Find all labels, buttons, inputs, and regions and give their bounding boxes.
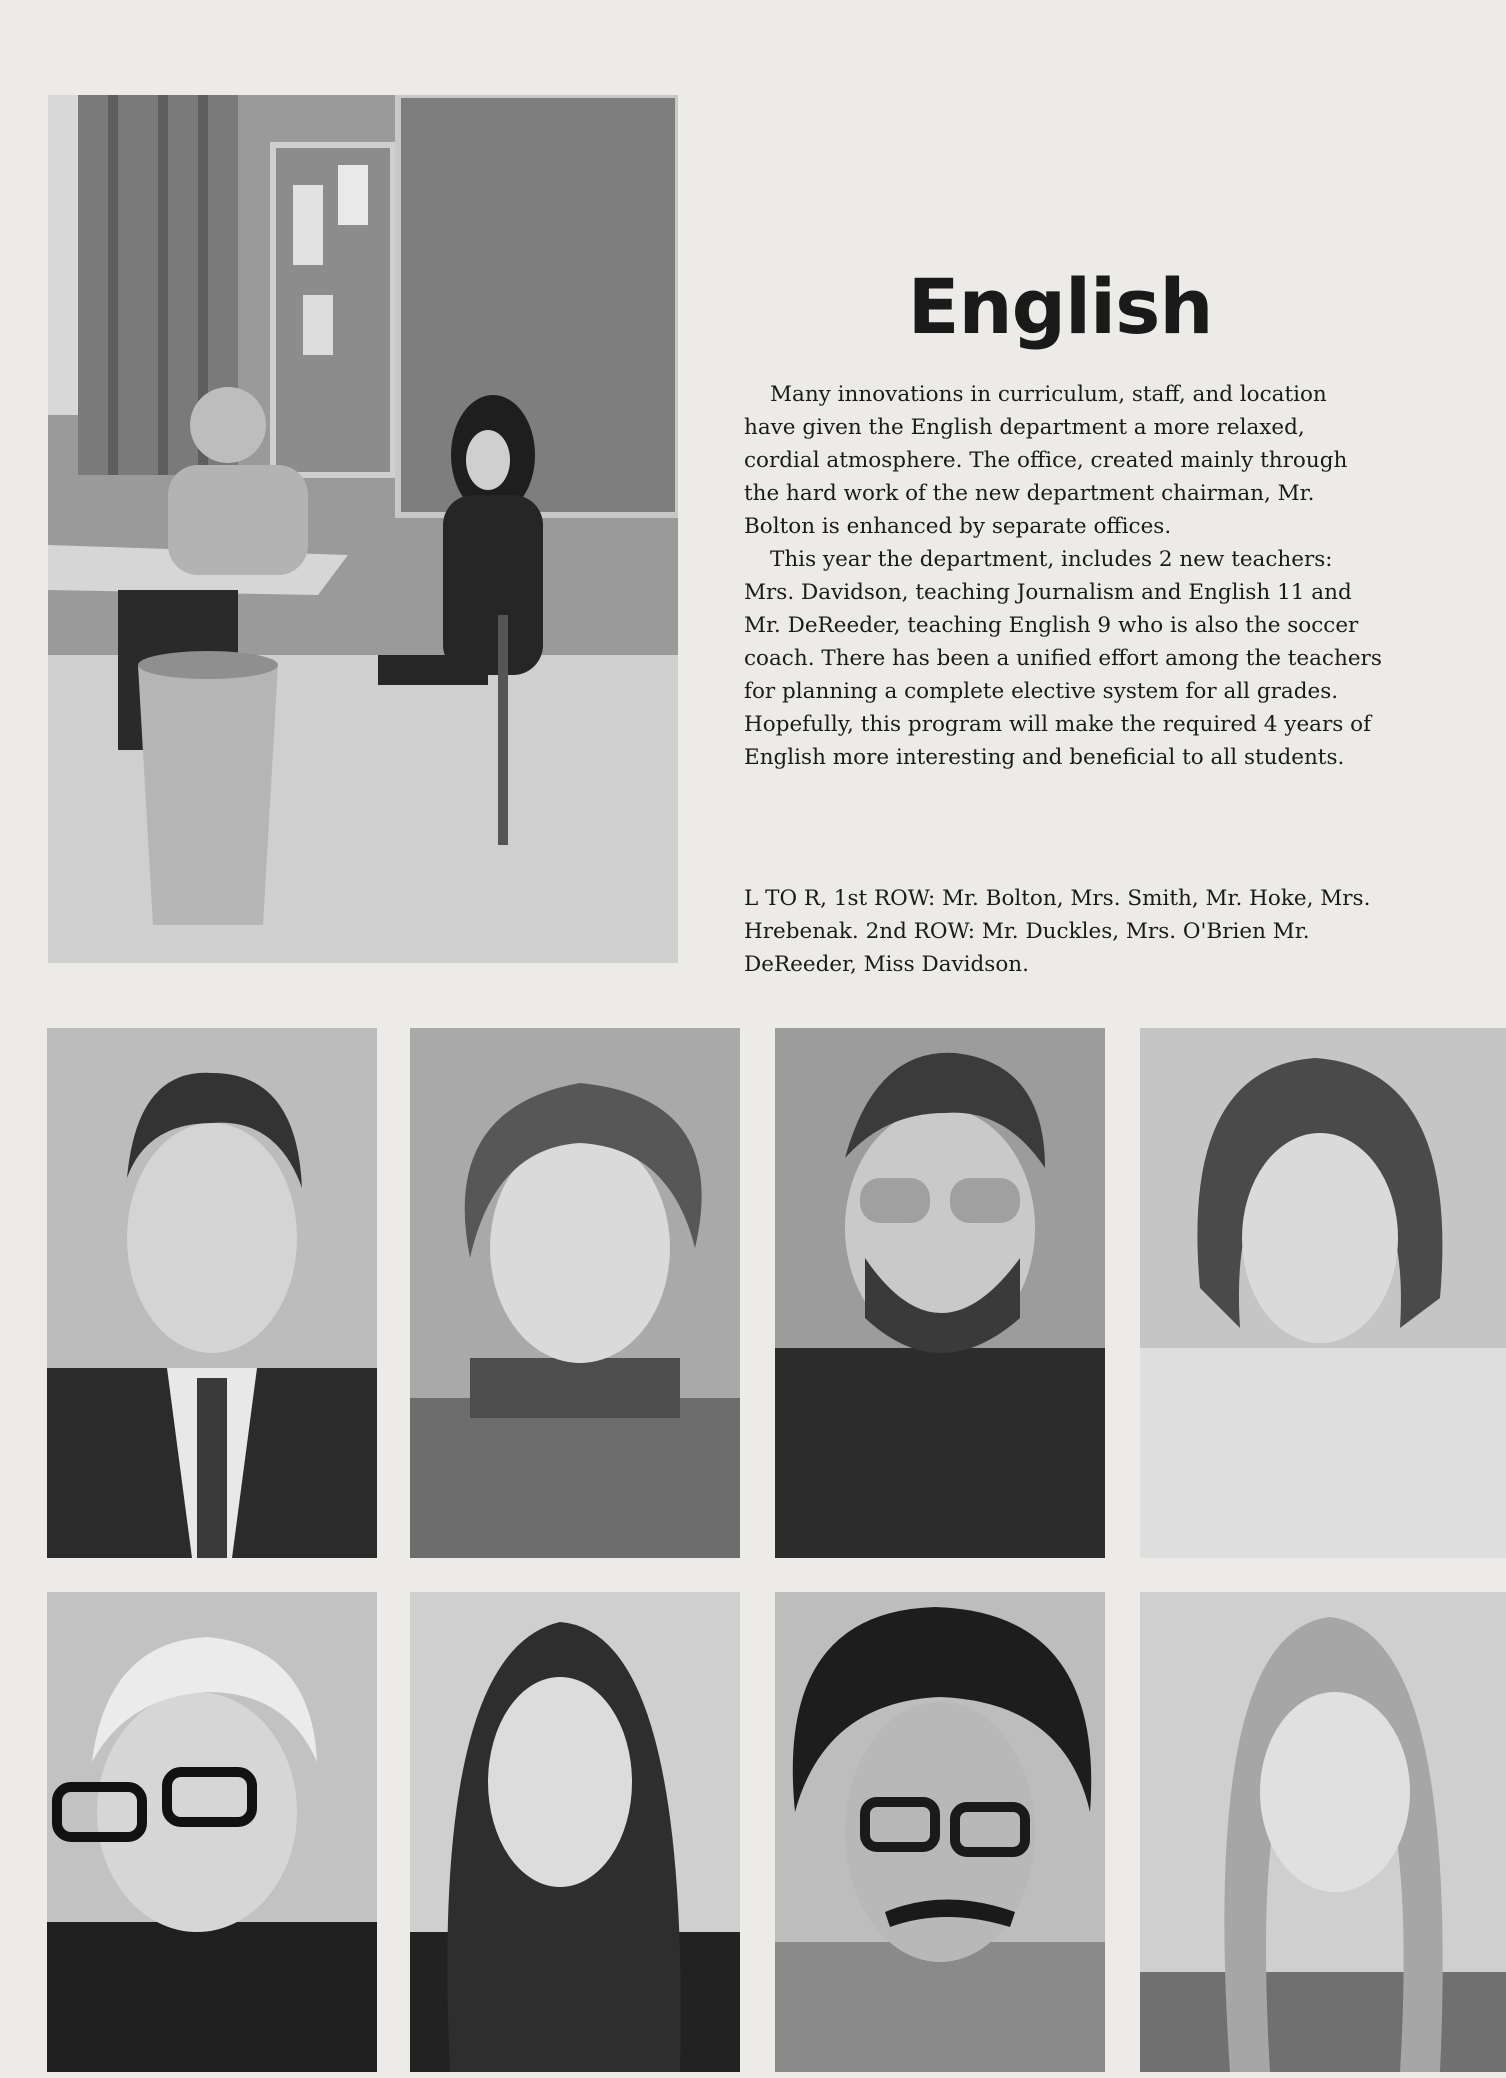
paragraph: This year the department, includes 2 new teachers: Mrs. Davidson, teaching Journalism and English 11 and Mr. DeReeder, teaching English 9 who is also the soccer coach. There has been a unified effort among the teachers for planning a complete elective system for all grades. Hopefully, this program will make the required 4 years of English more interesting and beneficial to all students.	[744, 547, 1382, 770]
portrait-photo	[47, 1592, 377, 2072]
portrait-photo	[775, 1028, 1105, 1558]
portrait-photo	[410, 1028, 740, 1558]
classroom-photo	[48, 95, 678, 963]
portrait-photo	[410, 1592, 740, 2072]
portrait-photo	[1140, 1028, 1506, 1558]
article-body	[744, 378, 1384, 774]
paragraph: Many innovations in curriculum, staff, and location have given the English department a more relaxed, cordial atmosphere. The office, created mainly through the hard work of the new department chairman, Mr. Bolton is enhanced by separate offices.	[744, 382, 1348, 539]
portrait-photo	[1140, 1592, 1506, 2072]
portrait-photo	[47, 1028, 377, 1558]
page-title: English	[907, 262, 1213, 351]
portrait-photo	[775, 1592, 1105, 2072]
photo-caption: L TO R, 1st ROW: Mr. Bolton, Mrs. Smith, Mr. Hoke, Mrs. Hrebenak. 2nd ROW: Mr. Duckles, Mrs. O'Brien Mr. DeReeder, Miss Davidson.	[744, 886, 1371, 977]
